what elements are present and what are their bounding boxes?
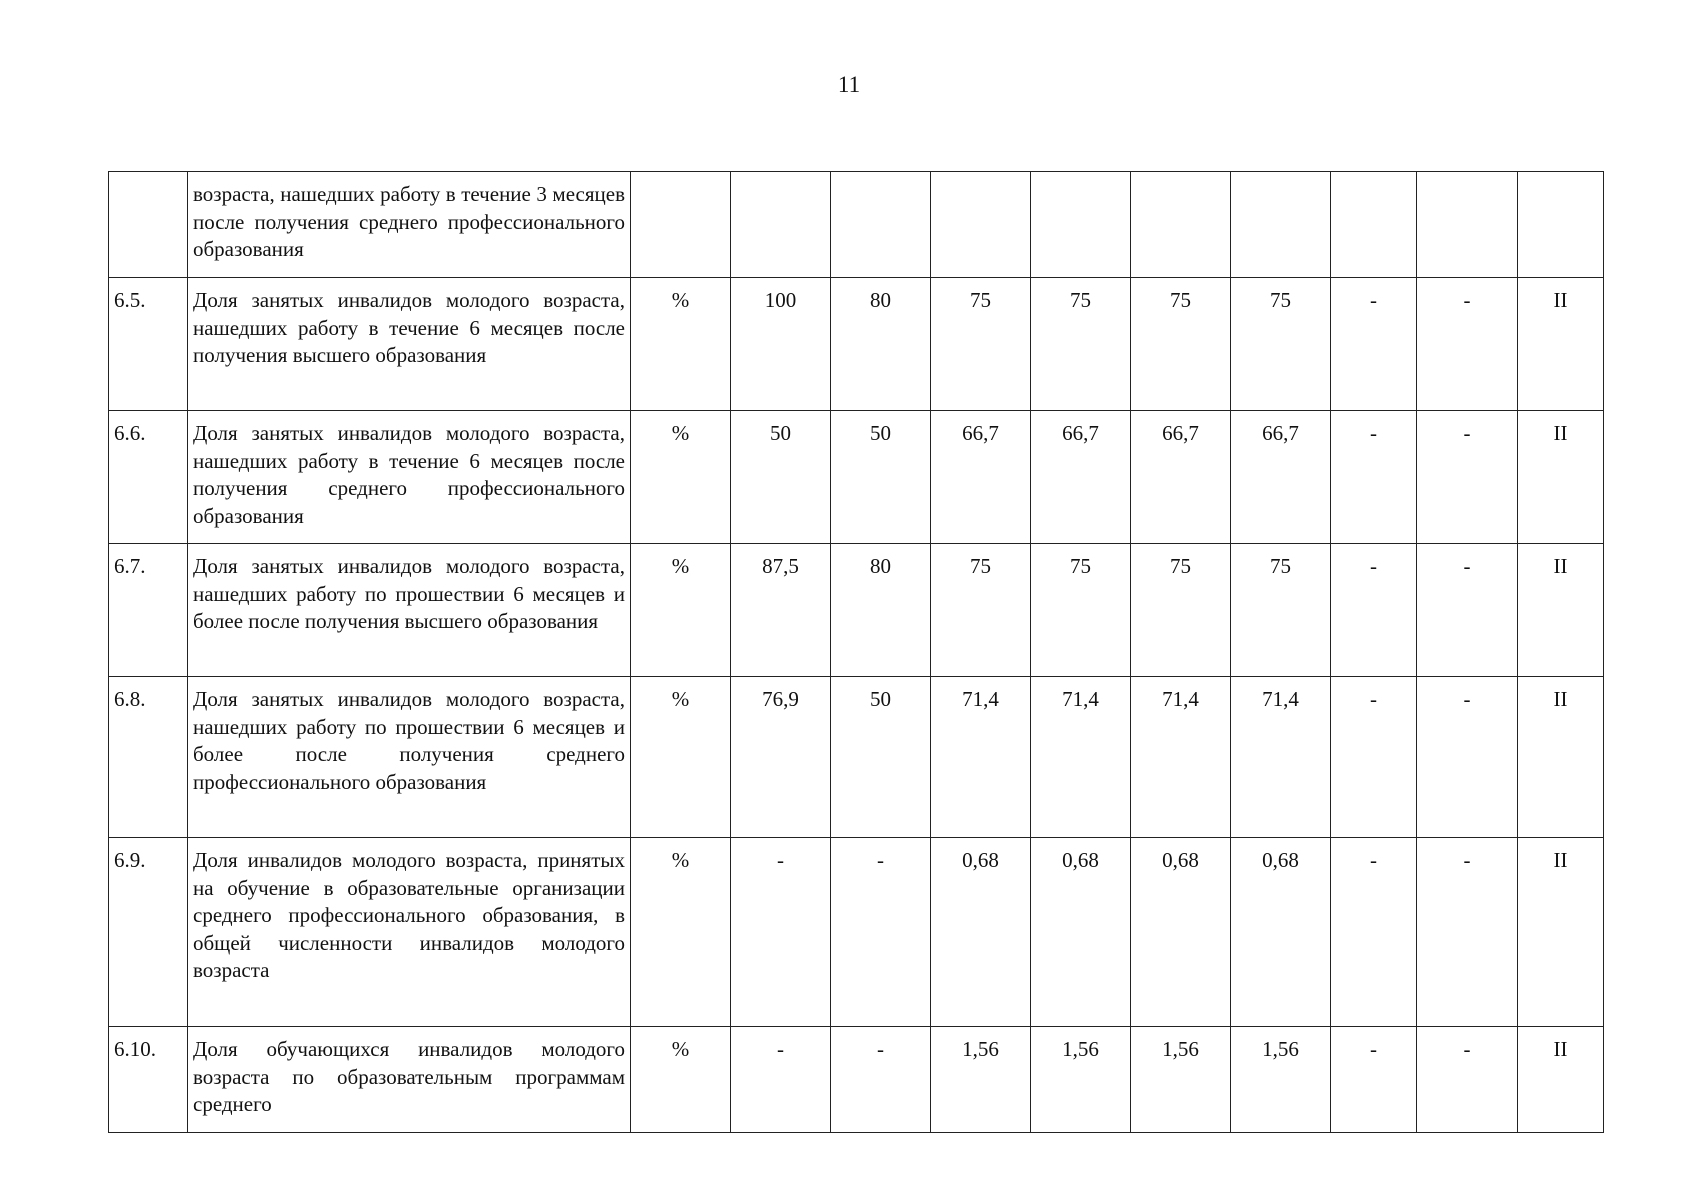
- value-cell: 66,7: [1031, 411, 1131, 544]
- value-cell: 50: [731, 411, 831, 544]
- value-cell: 71,4: [1031, 677, 1131, 838]
- value-cell: 50: [831, 411, 931, 544]
- indicator-name: Доля занятых инвалидов молодого возраста, нашедших работу по прошествии 6 месяцев и более после получения высшего образования: [188, 544, 631, 677]
- indicator-name: Доля инвалидов молодого возраста, принятых на обучение в образовательные организации среднего профессионального образования, в общей численности инвалидов молодого возраста: [188, 838, 631, 1027]
- unit-cell: %: [631, 677, 731, 838]
- unit-cell: %: [631, 544, 731, 677]
- value-cell: -: [1331, 278, 1417, 411]
- value-cell: -: [1417, 278, 1518, 411]
- value-cell: II: [1518, 544, 1604, 677]
- indicators-table: [108, 171, 1604, 1133]
- value-cell: 50: [831, 677, 931, 838]
- unit-cell: %: [631, 278, 731, 411]
- value-cell: 1,56: [931, 1027, 1031, 1133]
- row-number: 6.6.: [109, 411, 188, 544]
- value-cell: [1417, 172, 1518, 278]
- value-cell: -: [831, 1027, 931, 1133]
- value-cell: II: [1518, 1027, 1604, 1133]
- value-cell: 75: [931, 544, 1031, 677]
- row-number: 6.9.: [109, 838, 188, 1027]
- indicator-name: Доля занятых инвалидов молодого возраста, нашедших работу в течение 6 месяцев после получения высшего образования: [188, 278, 631, 411]
- row-number: 6.10.: [109, 1027, 188, 1133]
- value-cell: 75: [1031, 278, 1131, 411]
- value-cell: 75: [1031, 544, 1131, 677]
- table-row: [109, 544, 1604, 677]
- value-cell: 66,7: [1131, 411, 1231, 544]
- value-cell: -: [1331, 677, 1417, 838]
- indicator-name: Доля занятых инвалидов молодого возраста, нашедших работу в течение 6 месяцев после получения среднего профессионального образования: [188, 411, 631, 544]
- value-cell: 76,9: [731, 677, 831, 838]
- value-cell: II: [1518, 411, 1604, 544]
- value-cell: 75: [931, 278, 1031, 411]
- value-cell: -: [1331, 838, 1417, 1027]
- value-cell: -: [1417, 838, 1518, 1027]
- indicator-name: Доля обучающихся инвалидов молодого возраста по образовательным программам среднего: [188, 1027, 631, 1133]
- value-cell: 75: [1231, 544, 1331, 677]
- table-row: [109, 1027, 1604, 1133]
- table-row: [109, 278, 1604, 411]
- value-cell: 75: [1131, 278, 1231, 411]
- value-cell: -: [731, 1027, 831, 1133]
- value-cell: [931, 172, 1031, 278]
- indicator-name: Доля занятых инвалидов молодого возраста, нашедших работу по прошествии 6 месяцев и более после получения среднего профессионального образования: [188, 677, 631, 838]
- value-cell: 66,7: [1231, 411, 1331, 544]
- row-number: [109, 172, 188, 278]
- value-cell: [1331, 172, 1417, 278]
- value-cell: [1131, 172, 1231, 278]
- value-cell: II: [1518, 677, 1604, 838]
- value-cell: II: [1518, 838, 1604, 1027]
- value-cell: 75: [1131, 544, 1231, 677]
- value-cell: 66,7: [931, 411, 1031, 544]
- row-number: 6.5.: [109, 278, 188, 411]
- unit-cell: %: [631, 1027, 731, 1133]
- value-cell: -: [1417, 1027, 1518, 1133]
- row-number: 6.8.: [109, 677, 188, 838]
- table-row: [109, 838, 1604, 1027]
- value-cell: 75: [1231, 278, 1331, 411]
- value-cell: -: [1417, 411, 1518, 544]
- value-cell: [1518, 172, 1604, 278]
- value-cell: -: [1331, 411, 1417, 544]
- value-cell: -: [1417, 544, 1518, 677]
- value-cell: -: [831, 838, 931, 1027]
- value-cell: 0,68: [1131, 838, 1231, 1027]
- value-cell: [1231, 172, 1331, 278]
- value-cell: 0,68: [1231, 838, 1331, 1027]
- page-number: 11: [837, 72, 861, 97]
- value-cell: -: [1331, 1027, 1417, 1133]
- value-cell: 0,68: [931, 838, 1031, 1027]
- indicator-name: возраста, нашедших работу в течение 3 месяцев после получения среднего профессионального образования: [188, 172, 631, 278]
- unit-cell: [631, 172, 731, 278]
- value-cell: 1,56: [1131, 1027, 1231, 1133]
- value-cell: 71,4: [1131, 677, 1231, 838]
- value-cell: 80: [831, 544, 931, 677]
- value-cell: 100: [731, 278, 831, 411]
- value-cell: 71,4: [931, 677, 1031, 838]
- value-cell: 87,5: [731, 544, 831, 677]
- value-cell: -: [1331, 544, 1417, 677]
- value-cell: 71,4: [1231, 677, 1331, 838]
- value-cell: -: [1417, 677, 1518, 838]
- value-cell: 1,56: [1031, 1027, 1131, 1133]
- value-cell: 0,68: [1031, 838, 1131, 1027]
- unit-cell: %: [631, 838, 731, 1027]
- unit-cell: %: [631, 411, 731, 544]
- value-cell: II: [1518, 278, 1604, 411]
- table-row: [109, 677, 1604, 838]
- value-cell: -: [731, 838, 831, 1027]
- table-row: [109, 411, 1604, 544]
- value-cell: [831, 172, 931, 278]
- row-number: 6.7.: [109, 544, 188, 677]
- value-cell: 1,56: [1231, 1027, 1331, 1133]
- value-cell: [1031, 172, 1131, 278]
- value-cell: [731, 172, 831, 278]
- value-cell: 80: [831, 278, 931, 411]
- table-row: [109, 172, 1604, 278]
